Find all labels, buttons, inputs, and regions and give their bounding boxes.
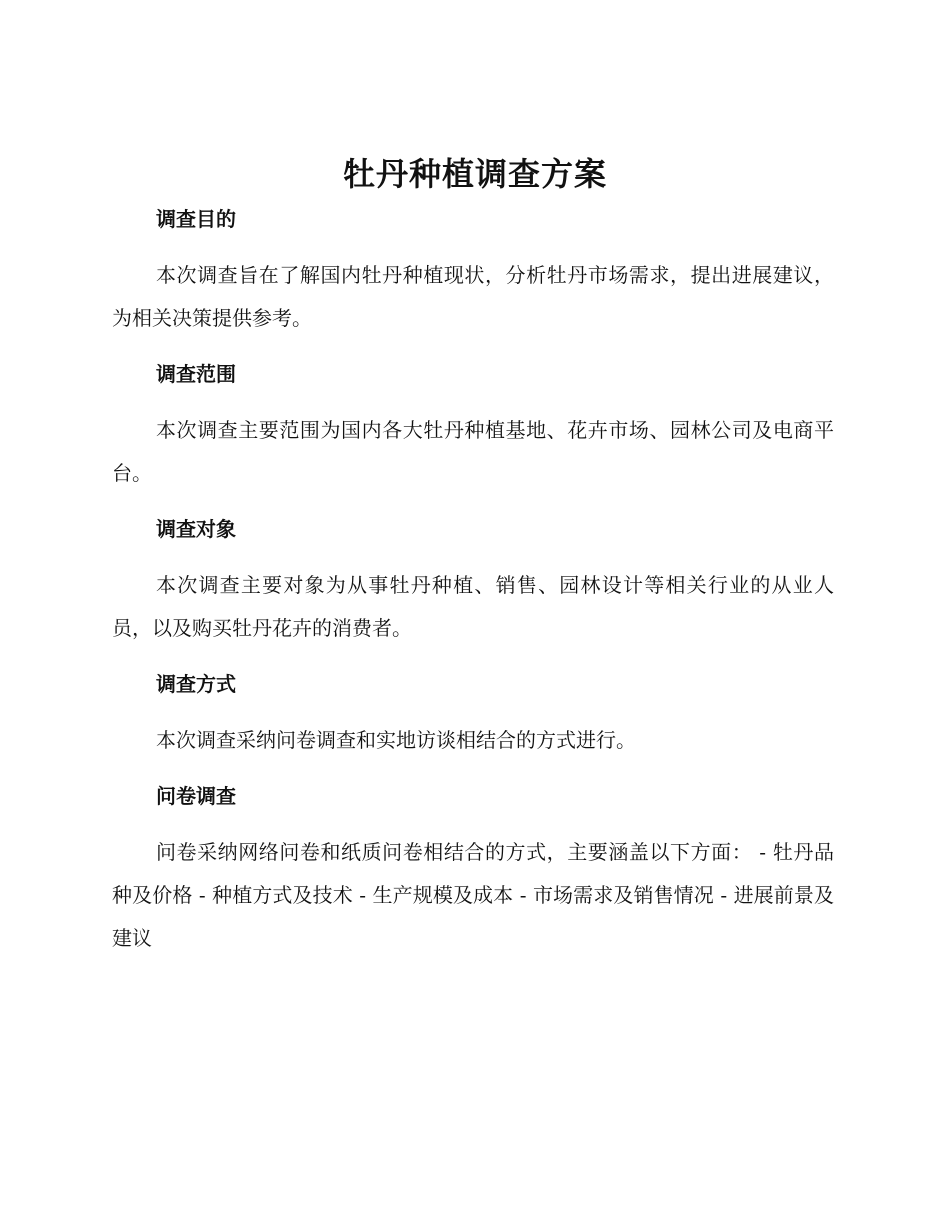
section-heading: 问卷调查	[156, 784, 236, 808]
section-heading: 调查目的	[156, 207, 236, 231]
section-heading: 调查方式	[156, 672, 236, 696]
document-title: 牡丹种植调查方案	[342, 155, 607, 193]
section-heading: 调查范围	[156, 362, 236, 386]
section-purpose	[112, 201, 834, 340]
section-paragraph: 本次调查采纳问卷调查和实地访谈相结合的方式进行。	[156, 728, 636, 752]
section-scope	[112, 356, 834, 495]
section-paragraph: 问卷采纳网络问卷和纸质问卷相结合的方式，主要涵盖以下方面： - 牡丹品种及价格 - 种植方式及技术 - 生产规模及成本 - 市场需求及销售情况 - 进展前景及建议	[112, 840, 834, 950]
section-heading: 调查对象	[156, 517, 236, 541]
document-content	[112, 201, 834, 960]
section-paragraph: 本次调查旨在了解国内牡丹种植现状，分析牡丹市场需求，提出进展建议，为相关决策提供参考。	[112, 263, 834, 330]
section-paragraph: 本次调查主要范围为国内各大牡丹种植基地、花卉市场、园林公司及电商平台。	[112, 418, 834, 485]
section-method	[112, 666, 834, 762]
section-questionnaire	[112, 778, 834, 960]
section-subjects	[112, 511, 834, 650]
section-paragraph: 本次调查主要对象为从事牡丹种植、销售、园林设计等相关行业的从业人员，以及购买牡丹花卉的消费者。	[112, 573, 834, 640]
